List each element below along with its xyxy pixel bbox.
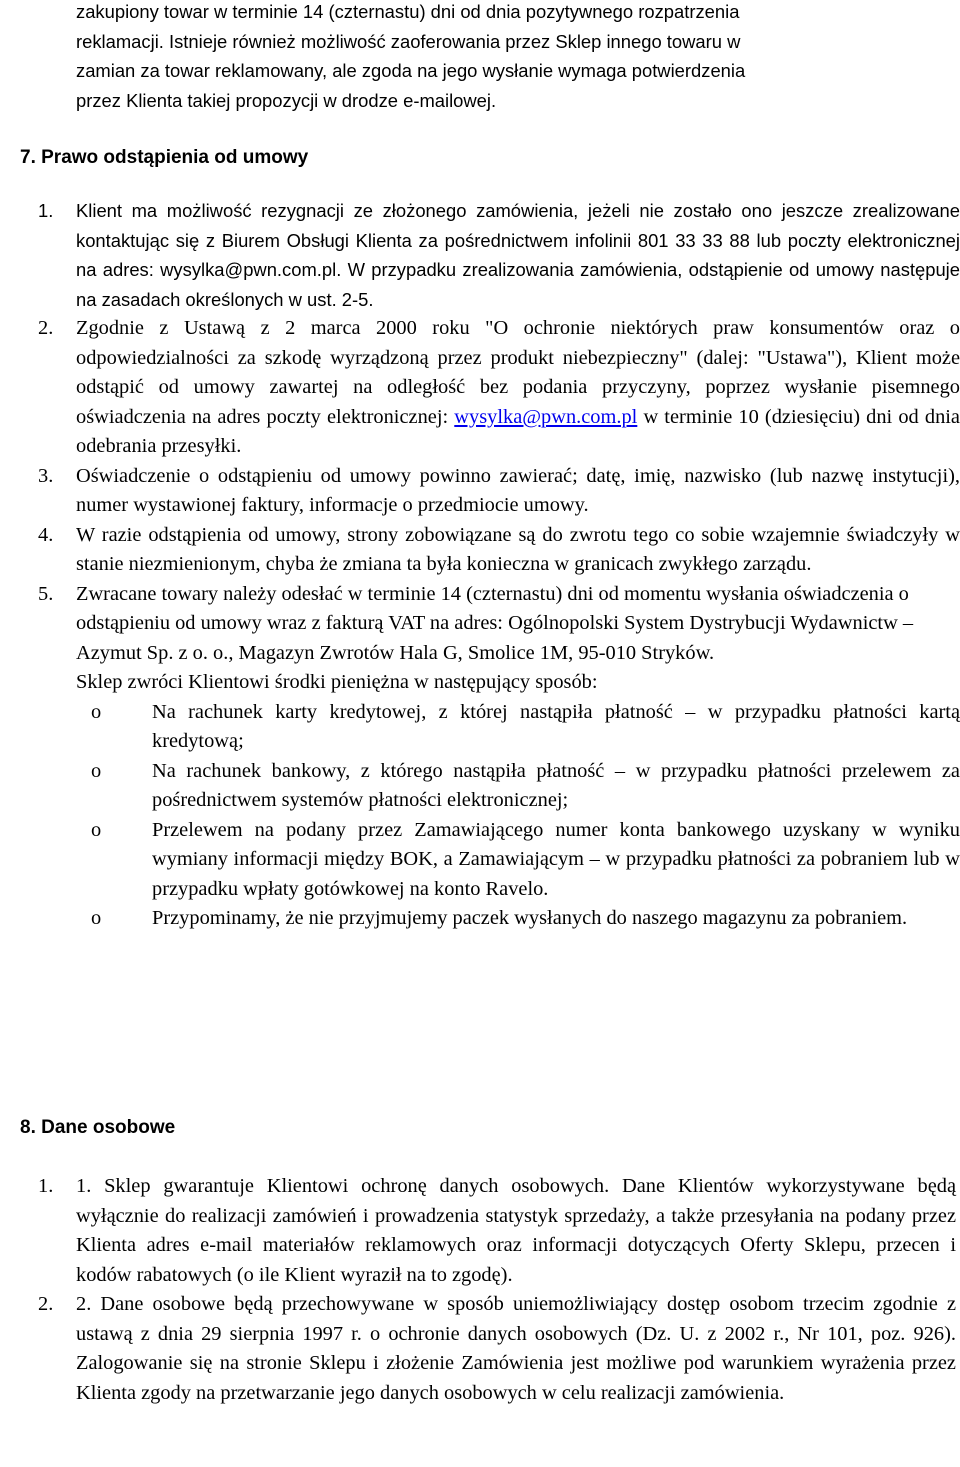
list-item (38, 196, 960, 314)
item-number: 5. (38, 582, 54, 605)
list-item (38, 314, 960, 462)
intro-line: zakupiony towar w terminie 14 (czternastu) dni od dnia pozytywnego rozpatrzenia (76, 1, 740, 22)
list-item (38, 521, 960, 580)
item-number: 2. (38, 317, 54, 339)
refund-methods-list (0, 698, 960, 934)
refund-method-text: Na rachunek bankowy, z którego nastąpiła płatność – w przypadku płatności przelewem za pośrednictwem systemów płatności elektronicznej; (152, 759, 960, 811)
refund-method-text: Przypominamy, że nie przyjmujemy paczek wysłanych do naszego magazynu za pobraniem. (152, 907, 908, 929)
list-item (0, 816, 960, 905)
item-text: Zgodnie z Ustawą z 2 marca 2000 roku "O ochronie niektórych praw konsumentów oraz o odpowiedzialności za szkodę wyrządzoną przez produkt niebezpieczny" (dalej: "Ustawa"), Klient może odstąpić od umowy zawartej na odległość bez podania przyczyny, poprzez wysłanie pisemnego oświadczenia na adres poczty elektronicznej: (76, 317, 960, 428)
list-item (38, 1172, 956, 1290)
list-item (38, 1290, 956, 1408)
item-number: 3. (38, 464, 54, 487)
bullet-icon: o (91, 759, 102, 782)
list-item (38, 580, 960, 934)
item-text: 1. Sklep gwarantuje Klientowi ochronę danych osobowych. Dane Klientów wykorzystywane będą wyłącznie do realizacji zamówień i prowadzenia statystyk sprzedaży, a także przesyłania na podany przez Klienta adres e-mail materiałów reklamowych oraz informacji dotyczących Oferty Sklepu, przecen i kodów rabatowych (o ile Klient wyraził na to zgodę). (76, 1175, 956, 1286)
bullet-icon: o (91, 700, 102, 723)
intro-line: zamian za towar reklamowany, ale zgoda na jego wysłanie wymaga potwierdzenia (76, 60, 746, 81)
section-7-list (38, 196, 960, 934)
item-number: 1. (38, 200, 54, 221)
item-number: 2. (38, 1293, 54, 1315)
intro-line: reklamacji. Istnieje również możliwość zaoferowania przez Sklep innego towaru w (76, 30, 741, 52)
bullet-icon: o (91, 907, 102, 929)
intro-line: przez Klienta takiej propozycji w drodze e-mailowej. (76, 89, 497, 111)
list-item (0, 698, 960, 757)
intro-paragraph (76, 0, 956, 115)
item-number: 4. (38, 523, 54, 546)
section-7-heading: 7. Prawo odstąpienia od umowy (20, 147, 309, 168)
email-link[interactable]: wysylka@pwn.com.pl (454, 405, 638, 428)
section-8-list (38, 1172, 956, 1408)
list-item (38, 462, 960, 521)
item-text: w terminie 10 (dziesięciu) dni od dnia odebrania przesyłki. (76, 405, 960, 457)
list-item (0, 904, 960, 934)
bullet-icon: o (91, 818, 102, 841)
list-item (0, 757, 960, 816)
item-number: 1. (38, 1175, 54, 1197)
item-text: Oświadczenie o odstąpieniu od umowy powinno zawierać; datę, imię, nazwisko (lub nazwę instytucji), numer wystawionej faktury, informacje o przedmiocie umowy. (76, 464, 960, 516)
section-8-heading: 8. Dane osobowe (20, 1117, 176, 1138)
item-text: Klient ma możliwość rezygnacji ze złożonego zamówienia, jeżeli nie zostało ono jeszcze zrealizowane kontaktując się z Biurem Obsługi Klienta za pośrednictwem infolinii 801 33 33 88 lub poczty elektronicznej na adres: wysylka@pwn.com.pl. W przypadku zrealizowania zamówienia, odstąpienie od umowy następuje na zasadach określonych w ust. 2-5. (76, 200, 960, 310)
refund-intro: Sklep zwróci Klientowi środki pieniężna w następujący sposób: (76, 671, 598, 693)
refund-method-text: Na rachunek karty kredytowej, z której nastąpiła płatność – w przypadku płatności kartą kredytową; (152, 700, 960, 752)
refund-method-text: Przelewem na podany przez Zamawiającego numer konta bankowego uzyskany w wyniku wymiany informacji między BOK, a Zamawiającym – w przypadku płatności za pobraniem lub w przypadku wpłaty gotówkowej na konto Ravelo. (152, 818, 960, 900)
item-text: 2. Dane osobowe będą przechowywane w sposób uniemożliwiający dostęp osobom trzecim zgodnie z ustawą z dnia 29 sierpnia 1997 r. o ochronie danych osobowych (Dz. U. z 2002 r., Nr 101, poz. 926). Zalogowanie się na stronie Sklepu i złożenie Zamówienia jest możliwe pod warunkiem wyrażenia przez Klienta zgody na przetwarzanie jego danych osobowych w celu realizacji zamówienia. (76, 1293, 956, 1404)
item-text: Zwracane towary należy odesłać w terminie 14 (czternastu) dni od momentu wysłania oświadczenia o odstąpieniu od umowy wraz z fakturą VAT na adres: Ogólnopolski System Dystrybucji Wydawnictw – Azymut Sp. z o. o., Magazyn Zwrotów Hala G, Smolice 1M, 95-010 Stryków. (76, 582, 914, 664)
item-text: W razie odstąpienia od umowy, strony zobowiązane są do zwrotu tego co sobie wzajemnie świadczyły w stanie niezmienionym, chyba że zmiana ta była konieczna w granicach zwykłego zarządu. (76, 523, 960, 575)
